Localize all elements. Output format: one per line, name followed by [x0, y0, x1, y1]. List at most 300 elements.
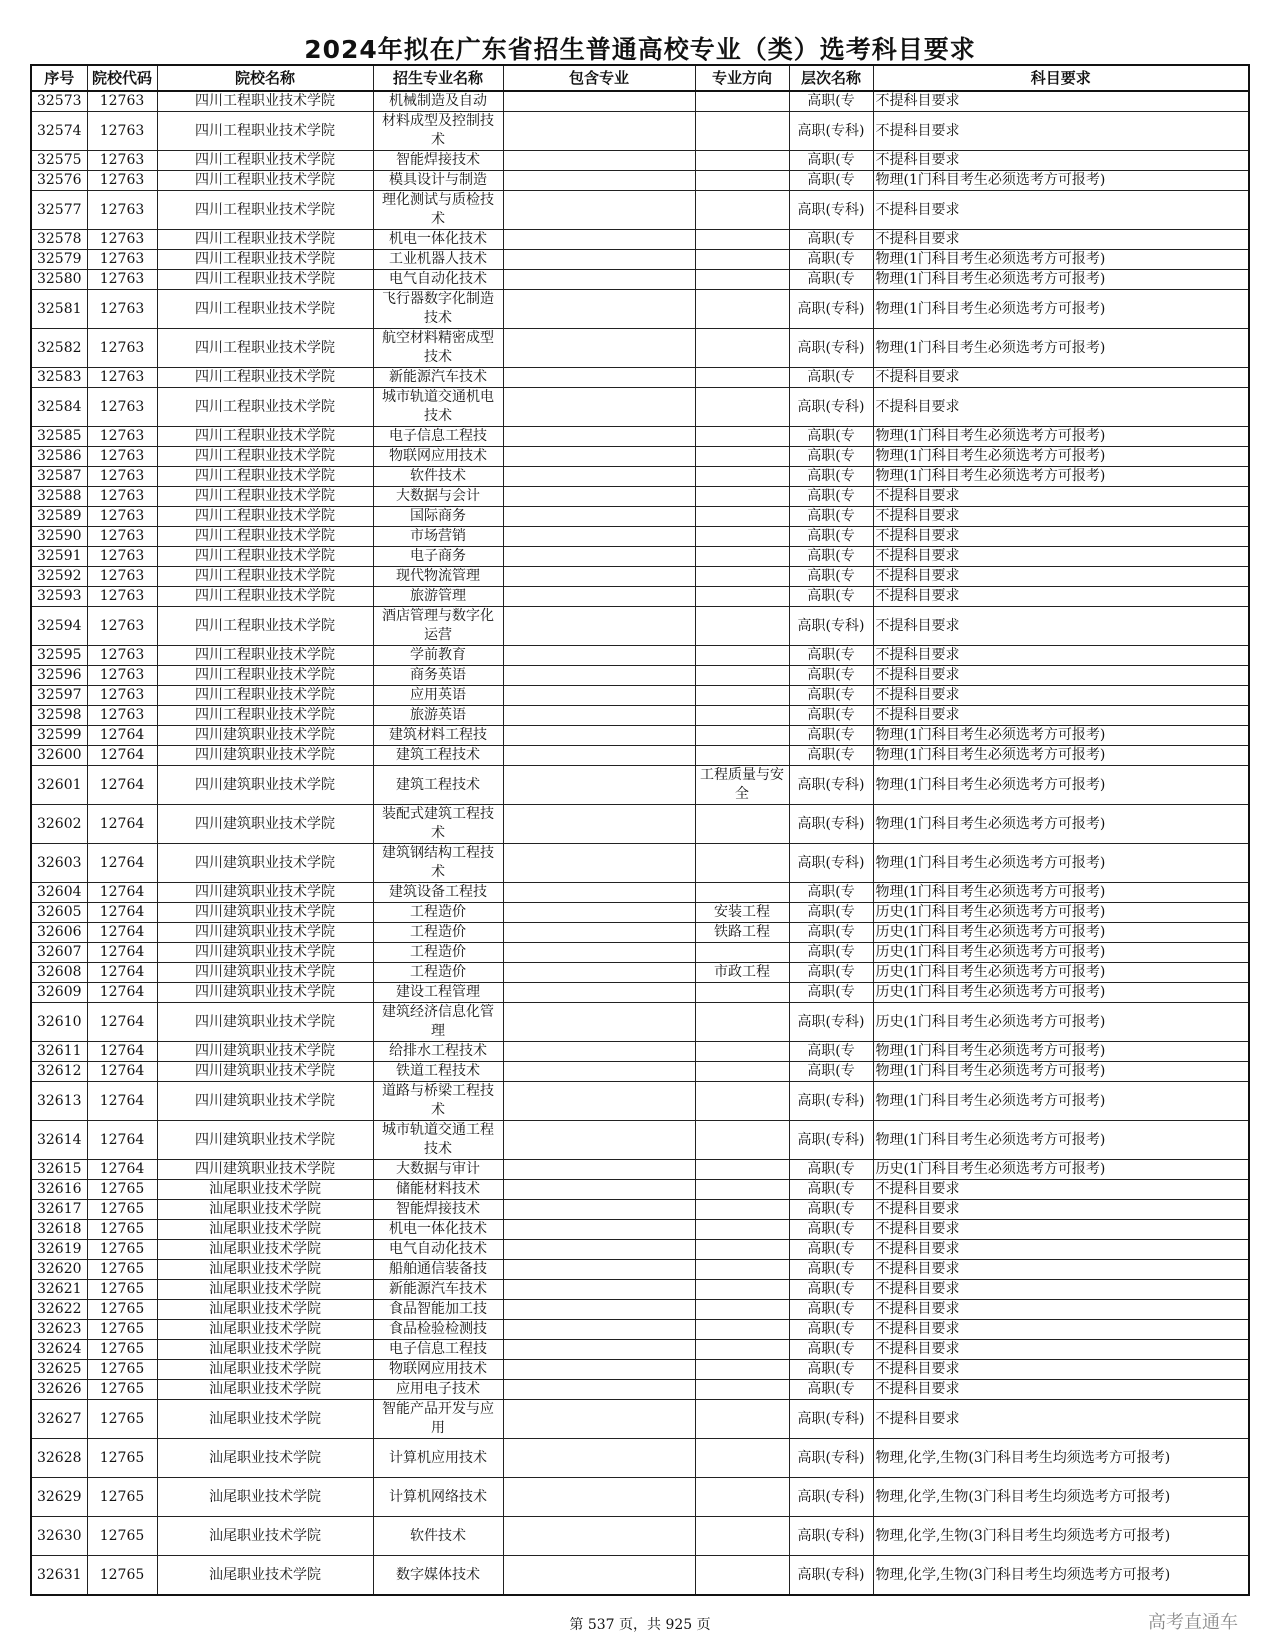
cell-school-code: 12765	[87, 1220, 157, 1240]
cell-school-name: 四川工程职业技术学院	[157, 270, 373, 290]
cell-school-code: 12763	[87, 467, 157, 487]
cell-school-code: 12764	[87, 1062, 157, 1082]
cell-school-code: 12765	[87, 1180, 157, 1200]
cell-included-majors	[503, 1121, 695, 1160]
cell-major-name: 应用电子技术	[373, 1380, 503, 1400]
cell-seq: 32593	[31, 587, 87, 607]
table-row	[31, 191, 1249, 230]
cell-school-code: 12764	[87, 983, 157, 1003]
cell-school-code: 12765	[87, 1200, 157, 1220]
cell-included-majors	[503, 1200, 695, 1220]
cell-school-code: 12763	[87, 270, 157, 290]
cell-seq: 32598	[31, 706, 87, 726]
cell-level: 高职(专	[789, 983, 873, 1003]
cell-school-name: 四川建筑职业技术学院	[157, 883, 373, 903]
cell-included-majors	[503, 1380, 695, 1400]
cell-seq: 32609	[31, 983, 87, 1003]
cell-major-name: 材料成型及控制技术	[373, 112, 503, 151]
cell-seq: 32578	[31, 230, 87, 250]
cell-school-name: 汕尾职业技术学院	[157, 1439, 373, 1478]
cell-direction	[695, 1340, 789, 1360]
cell-school-name: 四川工程职业技术学院	[157, 151, 373, 171]
cell-school-name: 四川工程职业技术学院	[157, 507, 373, 527]
cell-direction	[695, 1200, 789, 1220]
table-row	[31, 250, 1249, 270]
cell-requirement: 不提科目要求	[873, 666, 1249, 686]
cell-school-code: 12765	[87, 1517, 157, 1556]
cell-requirement: 不提科目要求	[873, 686, 1249, 706]
table-row	[31, 983, 1249, 1003]
cell-seq: 32623	[31, 1320, 87, 1340]
table-row	[31, 290, 1249, 329]
cell-included-majors	[503, 547, 695, 567]
cell-school-name: 汕尾职业技术学院	[157, 1260, 373, 1280]
cell-level: 高职(专	[789, 1340, 873, 1360]
table-row	[31, 368, 1249, 388]
cell-school-code: 12764	[87, 923, 157, 943]
cell-included-majors	[503, 1220, 695, 1240]
cell-seq: 32594	[31, 607, 87, 646]
table-row	[31, 1042, 1249, 1062]
cell-major-name: 智能焊接技术	[373, 1200, 503, 1220]
cell-requirement: 历史(1门科目考生必须选考方可报考)	[873, 903, 1249, 923]
cell-seq: 32601	[31, 766, 87, 805]
cell-included-majors	[503, 746, 695, 766]
cell-direction	[695, 1478, 789, 1517]
cell-requirement: 不提科目要求	[873, 1260, 1249, 1280]
cell-direction	[695, 746, 789, 766]
table-row	[31, 270, 1249, 290]
cell-included-majors	[503, 368, 695, 388]
cell-included-majors	[503, 91, 695, 112]
table-row	[31, 1240, 1249, 1260]
cell-direction	[695, 1439, 789, 1478]
cell-level: 高职(专	[789, 230, 873, 250]
cell-major-name: 食品智能加工技	[373, 1300, 503, 1320]
cell-school-name: 四川建筑职业技术学院	[157, 963, 373, 983]
cell-major-name: 道路与桥梁工程技术	[373, 1082, 503, 1121]
table-row	[31, 1556, 1249, 1596]
cell-direction	[695, 1380, 789, 1400]
cell-included-majors	[503, 151, 695, 171]
table-row	[31, 1280, 1249, 1300]
cell-direction	[695, 844, 789, 883]
cell-direction	[695, 290, 789, 329]
cell-level: 高职(专	[789, 250, 873, 270]
cell-direction	[695, 666, 789, 686]
cell-level: 高职(专	[789, 1160, 873, 1180]
cell-major-name: 机电一体化技术	[373, 1220, 503, 1240]
cell-requirement: 不提科目要求	[873, 1400, 1249, 1439]
cell-included-majors	[503, 706, 695, 726]
table-row	[31, 487, 1249, 507]
table-row	[31, 388, 1249, 427]
cell-direction	[695, 427, 789, 447]
cell-requirement: 历史(1门科目考生必须选考方可报考)	[873, 1160, 1249, 1180]
table-row	[31, 151, 1249, 171]
table-row	[31, 1121, 1249, 1160]
cell-school-name: 四川建筑职业技术学院	[157, 1042, 373, 1062]
cell-seq: 32627	[31, 1400, 87, 1439]
cell-requirement: 不提科目要求	[873, 1380, 1249, 1400]
cell-direction	[695, 329, 789, 368]
cell-seq: 32600	[31, 746, 87, 766]
table-row	[31, 1062, 1249, 1082]
cell-seq: 32586	[31, 447, 87, 467]
cell-major-name: 软件技术	[373, 1517, 503, 1556]
cell-included-majors	[503, 507, 695, 527]
cell-direction	[695, 607, 789, 646]
cell-level: 高职(专	[789, 447, 873, 467]
cell-seq: 32607	[31, 943, 87, 963]
cell-requirement: 历史(1门科目考生必须选考方可报考)	[873, 923, 1249, 943]
header-requirement: 科目要求	[873, 65, 1249, 91]
cell-school-name: 四川建筑职业技术学院	[157, 805, 373, 844]
cell-included-majors	[503, 1082, 695, 1121]
table-row	[31, 467, 1249, 487]
cell-included-majors	[503, 1180, 695, 1200]
cell-seq: 32630	[31, 1517, 87, 1556]
cell-major-name: 应用英语	[373, 686, 503, 706]
cell-school-code: 12763	[87, 607, 157, 646]
cell-school-code: 12765	[87, 1300, 157, 1320]
cell-direction	[695, 1517, 789, 1556]
cell-school-code: 12763	[87, 290, 157, 329]
cell-seq: 32617	[31, 1200, 87, 1220]
cell-level: 高职(专科)	[789, 766, 873, 805]
cell-school-code: 12763	[87, 171, 157, 191]
cell-level: 高职(专	[789, 547, 873, 567]
cell-requirement: 物理(1门科目考生必须选考方可报考)	[873, 1121, 1249, 1160]
cell-seq: 32581	[31, 290, 87, 329]
page-title: 2024年拟在广东省招生普通高校专业（类）选考科目要求	[304, 35, 976, 64]
cell-school-code: 12765	[87, 1260, 157, 1280]
cell-seq: 32619	[31, 1240, 87, 1260]
cell-school-name: 四川工程职业技术学院	[157, 686, 373, 706]
cell-school-code: 12763	[87, 388, 157, 427]
cell-school-code: 12764	[87, 1160, 157, 1180]
header-level: 层次名称	[789, 65, 873, 91]
cell-major-name: 建筑设备工程技	[373, 883, 503, 903]
cell-direction	[695, 91, 789, 112]
cell-direction	[695, 191, 789, 230]
cell-requirement: 不提科目要求	[873, 607, 1249, 646]
cell-school-code: 12764	[87, 805, 157, 844]
table-row	[31, 766, 1249, 805]
cell-school-name: 汕尾职业技术学院	[157, 1380, 373, 1400]
cell-major-name: 工程造价	[373, 963, 503, 983]
cell-school-code: 12764	[87, 963, 157, 983]
cell-direction	[695, 547, 789, 567]
cell-school-code: 12763	[87, 151, 157, 171]
table-row	[31, 963, 1249, 983]
cell-major-name: 模具设计与制造	[373, 171, 503, 191]
cell-included-majors	[503, 171, 695, 191]
cell-school-name: 四川建筑职业技术学院	[157, 1062, 373, 1082]
cell-school-name: 四川工程职业技术学院	[157, 607, 373, 646]
cell-school-code: 12763	[87, 487, 157, 507]
cell-level: 高职(专	[789, 527, 873, 547]
table-row	[31, 1340, 1249, 1360]
cell-school-code: 12763	[87, 507, 157, 527]
cell-level: 高职(专	[789, 1220, 873, 1240]
cell-seq: 32621	[31, 1280, 87, 1300]
table-row	[31, 1320, 1249, 1340]
cell-seq: 32625	[31, 1360, 87, 1380]
cell-direction	[695, 151, 789, 171]
cell-requirement: 不提科目要求	[873, 1300, 1249, 1320]
cell-level: 高职(专	[789, 91, 873, 112]
cell-direction	[695, 171, 789, 191]
header-included-majors: 包含专业	[503, 65, 695, 91]
cell-seq: 32613	[31, 1082, 87, 1121]
cell-requirement: 不提科目要求	[873, 112, 1249, 151]
cell-requirement: 物理(1门科目考生必须选考方可报考)	[873, 726, 1249, 746]
cell-direction	[695, 250, 789, 270]
cell-school-code: 12763	[87, 587, 157, 607]
cell-level: 高职(专	[789, 487, 873, 507]
cell-major-name: 旅游英语	[373, 706, 503, 726]
cell-included-majors	[503, 250, 695, 270]
cell-included-majors	[503, 1517, 695, 1556]
cell-direction	[695, 1220, 789, 1240]
cell-included-majors	[503, 1003, 695, 1042]
cell-included-majors	[503, 270, 695, 290]
cell-major-name: 装配式建筑工程技术	[373, 805, 503, 844]
table-row	[31, 746, 1249, 766]
cell-included-majors	[503, 844, 695, 883]
cell-school-code: 12765	[87, 1360, 157, 1380]
cell-seq: 32612	[31, 1062, 87, 1082]
header-major-name: 招生专业名称	[373, 65, 503, 91]
cell-requirement: 不提科目要求	[873, 388, 1249, 427]
cell-seq: 32596	[31, 666, 87, 686]
cell-requirement: 不提科目要求	[873, 487, 1249, 507]
cell-direction	[695, 388, 789, 427]
table-row	[31, 607, 1249, 646]
cell-direction	[695, 1160, 789, 1180]
cell-school-code: 12763	[87, 250, 157, 270]
cell-level: 高职(专科)	[789, 1478, 873, 1517]
cell-direction	[695, 1121, 789, 1160]
cell-requirement: 不提科目要求	[873, 1220, 1249, 1240]
table-row	[31, 646, 1249, 666]
cell-major-name: 建筑材料工程技	[373, 726, 503, 746]
cell-seq: 32587	[31, 467, 87, 487]
cell-major-name: 建筑工程技术	[373, 766, 503, 805]
cell-major-name: 食品检验检测技	[373, 1320, 503, 1340]
cell-direction	[695, 646, 789, 666]
cell-school-name: 四川工程职业技术学院	[157, 547, 373, 567]
cell-level: 高职(专科)	[789, 805, 873, 844]
cell-major-name: 电气自动化技术	[373, 1240, 503, 1260]
cell-requirement: 物理,化学,生物(3门科目考生均须选考方可报考)	[873, 1478, 1249, 1517]
cell-seq: 32608	[31, 963, 87, 983]
cell-school-code: 12763	[87, 547, 157, 567]
header-school-name: 院校名称	[157, 65, 373, 91]
cell-seq: 32624	[31, 1340, 87, 1360]
cell-included-majors	[503, 983, 695, 1003]
cell-level: 高职(专	[789, 1200, 873, 1220]
cell-included-majors	[503, 686, 695, 706]
cell-level: 高职(专	[789, 1380, 873, 1400]
cell-direction	[695, 1400, 789, 1439]
cell-requirement: 不提科目要求	[873, 547, 1249, 567]
cell-seq: 32592	[31, 567, 87, 587]
table-row	[31, 1478, 1249, 1517]
header-seq: 序号	[31, 65, 87, 91]
cell-school-code: 12764	[87, 844, 157, 883]
table-row	[31, 883, 1249, 903]
table-row	[31, 1517, 1249, 1556]
cell-included-majors	[503, 1439, 695, 1478]
cell-level: 高职(专	[789, 923, 873, 943]
cell-level: 高职(专	[789, 686, 873, 706]
cell-major-name: 建设工程管理	[373, 983, 503, 1003]
cell-level: 高职(专	[789, 427, 873, 447]
cell-major-name: 数字媒体技术	[373, 1556, 503, 1596]
cell-major-name: 市场营销	[373, 527, 503, 547]
cell-major-name: 计算机应用技术	[373, 1439, 503, 1478]
table-row	[31, 171, 1249, 191]
cell-requirement: 不提科目要求	[873, 1360, 1249, 1380]
cell-direction	[695, 230, 789, 250]
cell-school-name: 汕尾职业技术学院	[157, 1220, 373, 1240]
cell-requirement: 物理(1门科目考生必须选考方可报考)	[873, 746, 1249, 766]
cell-requirement: 不提科目要求	[873, 1240, 1249, 1260]
table-row	[31, 1180, 1249, 1200]
cell-school-name: 四川工程职业技术学院	[157, 171, 373, 191]
cell-included-majors	[503, 1280, 695, 1300]
cell-school-code: 12764	[87, 1042, 157, 1062]
cell-seq: 32614	[31, 1121, 87, 1160]
cell-requirement: 不提科目要求	[873, 1340, 1249, 1360]
cell-direction	[695, 1300, 789, 1320]
cell-included-majors	[503, 447, 695, 467]
cell-school-name: 汕尾职业技术学院	[157, 1556, 373, 1596]
cell-requirement: 历史(1门科目考生必须选考方可报考)	[873, 983, 1249, 1003]
cell-requirement: 物理,化学,生物(3门科目考生均须选考方可报考)	[873, 1556, 1249, 1596]
cell-school-code: 12765	[87, 1280, 157, 1300]
table-row	[31, 1082, 1249, 1121]
cell-included-majors	[503, 112, 695, 151]
table-row	[31, 706, 1249, 726]
cell-requirement: 物理(1门科目考生必须选考方可报考)	[873, 1082, 1249, 1121]
cell-included-majors	[503, 388, 695, 427]
brand-watermark: 高考直通车	[1148, 1612, 1238, 1633]
cell-school-name: 汕尾职业技术学院	[157, 1478, 373, 1517]
cell-included-majors	[503, 290, 695, 329]
cell-seq: 32620	[31, 1260, 87, 1280]
cell-direction	[695, 527, 789, 547]
cell-included-majors	[503, 230, 695, 250]
cell-included-majors	[503, 329, 695, 368]
cell-direction	[695, 1280, 789, 1300]
cell-major-name: 机电一体化技术	[373, 230, 503, 250]
cell-seq: 32580	[31, 270, 87, 290]
cell-requirement: 不提科目要求	[873, 567, 1249, 587]
cell-level: 高职(专	[789, 151, 873, 171]
cell-included-majors	[503, 1360, 695, 1380]
cell-major-name: 智能产品开发与应用	[373, 1400, 503, 1439]
table-row	[31, 903, 1249, 923]
cell-seq: 32626	[31, 1380, 87, 1400]
cell-seq: 32576	[31, 171, 87, 191]
cell-direction	[695, 1360, 789, 1380]
cell-level: 高职(专科)	[789, 191, 873, 230]
cell-level: 高职(专	[789, 587, 873, 607]
cell-included-majors	[503, 467, 695, 487]
cell-level: 高职(专	[789, 1360, 873, 1380]
cell-seq: 32584	[31, 388, 87, 427]
cell-included-majors	[503, 805, 695, 844]
table-row	[31, 447, 1249, 467]
cell-included-majors	[503, 963, 695, 983]
cell-school-code: 12764	[87, 1121, 157, 1160]
cell-major-name: 理化测试与质检技术	[373, 191, 503, 230]
cell-school-name: 四川建筑职业技术学院	[157, 1121, 373, 1160]
cell-included-majors	[503, 487, 695, 507]
cell-level: 高职(专科)	[789, 1003, 873, 1042]
cell-seq: 32605	[31, 903, 87, 923]
cell-level: 高职(专科)	[789, 329, 873, 368]
cell-direction	[695, 1260, 789, 1280]
table-row	[31, 230, 1249, 250]
cell-major-name: 学前教育	[373, 646, 503, 666]
cell-major-name: 现代物流管理	[373, 567, 503, 587]
cell-major-name: 工业机器人技术	[373, 250, 503, 270]
cell-direction	[695, 1003, 789, 1042]
header-school-code: 院校代码	[87, 65, 157, 91]
cell-level: 高职(专科)	[789, 112, 873, 151]
cell-school-name: 四川工程职业技术学院	[157, 427, 373, 447]
cell-included-majors	[503, 527, 695, 547]
cell-school-code: 12764	[87, 746, 157, 766]
cell-seq: 32628	[31, 1439, 87, 1478]
table-header-row	[31, 65, 1249, 91]
cell-direction: 市政工程	[695, 963, 789, 983]
cell-school-code: 12765	[87, 1380, 157, 1400]
cell-direction	[695, 487, 789, 507]
cell-direction	[695, 467, 789, 487]
cell-requirement: 不提科目要求	[873, 1280, 1249, 1300]
cell-school-name: 四川工程职业技术学院	[157, 467, 373, 487]
cell-included-majors	[503, 726, 695, 746]
cell-included-majors	[503, 1300, 695, 1320]
table-row	[31, 1200, 1249, 1220]
cell-seq: 32611	[31, 1042, 87, 1062]
cell-included-majors	[503, 1478, 695, 1517]
cell-school-name: 四川工程职业技术学院	[157, 329, 373, 368]
cell-school-name: 四川工程职业技术学院	[157, 567, 373, 587]
cell-requirement: 不提科目要求	[873, 1320, 1249, 1340]
cell-seq: 32616	[31, 1180, 87, 1200]
cell-school-name: 四川工程职业技术学院	[157, 646, 373, 666]
cell-school-code: 12763	[87, 112, 157, 151]
cell-requirement: 物理(1门科目考生必须选考方可报考)	[873, 467, 1249, 487]
cell-level: 高职(专科)	[789, 1400, 873, 1439]
cell-major-name: 商务英语	[373, 666, 503, 686]
cell-requirement: 历史(1门科目考生必须选考方可报考)	[873, 943, 1249, 963]
cell-school-name: 汕尾职业技术学院	[157, 1240, 373, 1260]
cell-school-code: 12763	[87, 567, 157, 587]
cell-level: 高职(专	[789, 646, 873, 666]
cell-level: 高职(专科)	[789, 1121, 873, 1160]
cell-included-majors	[503, 1320, 695, 1340]
cell-school-code: 12763	[87, 646, 157, 666]
cell-included-majors	[503, 883, 695, 903]
cell-direction	[695, 943, 789, 963]
